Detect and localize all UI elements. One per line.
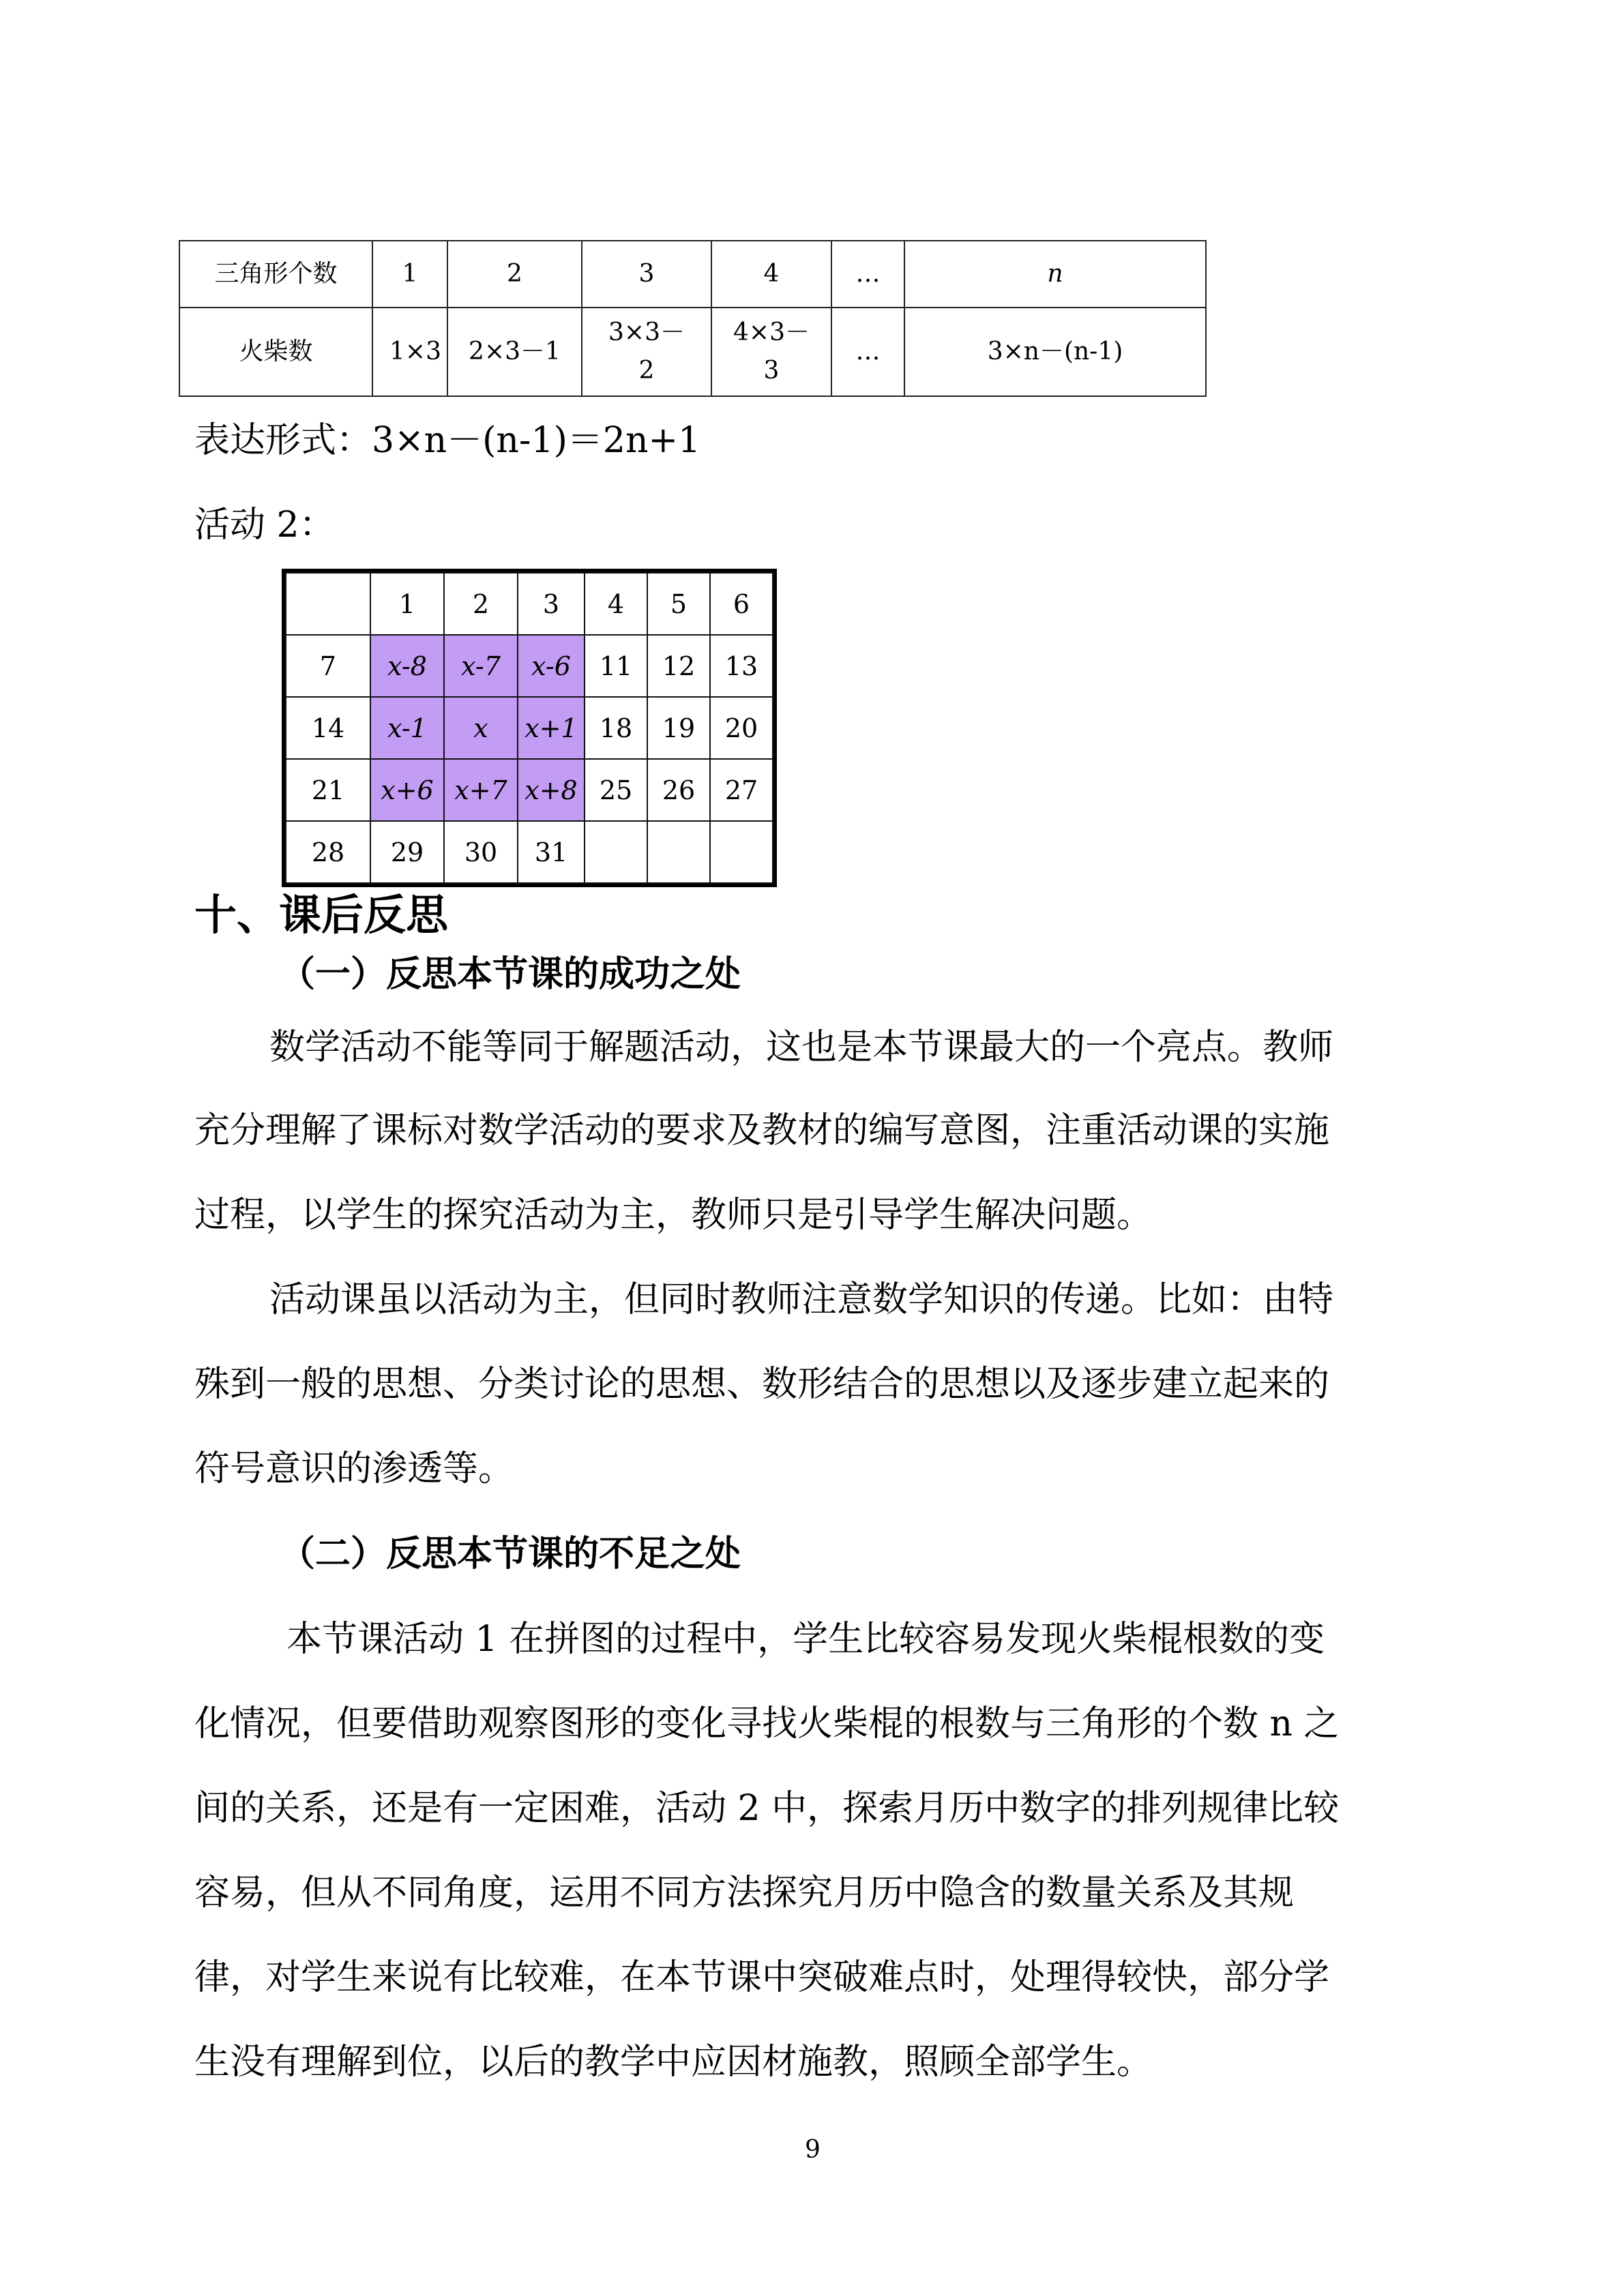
calendar-cell: [286, 573, 370, 635]
paragraph-line: 律，对学生来说有比较难，在本节课中突破难点时，处理得较快，部分学: [194, 1957, 1330, 1998]
paragraph-line: 生没有理解到位，以后的教学中应因材施教，照顾全部学生。: [194, 2042, 1153, 2083]
table-header-cell: 火柴数: [179, 308, 372, 396]
calendar-cell: 30: [444, 821, 518, 883]
calendar-cell: 31: [518, 821, 585, 883]
paragraph-line: 间的关系，还是有一定困难，活动 2 中，探索月历中数字的排列规律比较: [194, 1788, 1340, 1829]
table-cell: 2×3－1: [447, 308, 582, 396]
calendar-cell: 12: [647, 635, 710, 697]
paragraph-line: 过程，以学生的探究活动为主，教师只是引导学生解决问题。: [194, 1195, 1153, 1236]
matchstick-table: [179, 240, 1207, 397]
calendar-cell: 14: [286, 697, 370, 759]
table-row: [286, 821, 773, 883]
paragraph-line: 充分理解了课标对数学活动的要求及教材的编写意图，注重活动课的实施: [194, 1110, 1330, 1151]
table-cell: 4×3－3: [711, 308, 831, 396]
paragraph-line: 本节课活动 1 在拼图的过程中，学生比较容易发现火柴棍根数的变: [286, 1619, 1325, 1660]
table-cell: 1×3: [372, 308, 447, 396]
calendar-cell-highlighted: x+6: [370, 759, 444, 821]
table-cell: 2: [447, 241, 582, 308]
table-cell: 3×3－2: [582, 308, 711, 396]
paragraph-line: 活动课虽以活动为主，但同时教师注意数学知识的传递。比如：由特: [269, 1279, 1334, 1320]
calendar-cell: 3: [518, 573, 585, 635]
calendar-cell: 11: [585, 635, 647, 697]
table-cell: 3×n－(n-1): [904, 308, 1206, 396]
calendar-cell: [710, 821, 773, 883]
table-row: [179, 308, 1206, 396]
calendar-cell: 19: [647, 697, 710, 759]
activity2-label: 活动 2：: [194, 505, 335, 546]
calendar-cell: 2: [444, 573, 518, 635]
calendar-cell-highlighted: x-7: [444, 635, 518, 697]
calendar-cell-highlighted: x+7: [444, 759, 518, 821]
calendar-cell: 7: [286, 635, 370, 697]
page-number: 9: [805, 2136, 821, 2164]
calendar-cell: 29: [370, 821, 444, 883]
table-header-cell: 三角形个数: [179, 241, 372, 308]
calendar-cell: 27: [710, 759, 773, 821]
calendar-cell: 20: [710, 697, 773, 759]
table-cell: …: [831, 241, 904, 308]
expression-line: 表达形式：3×n－(n-1)＝2n+1: [194, 420, 701, 461]
table-cell: 1: [372, 241, 447, 308]
table-row: [179, 241, 1206, 308]
table-cell: n: [904, 241, 1206, 308]
paragraph-line: 容易，但从不同角度，运用不同方法探究月历中隐含的数量关系及其规: [194, 1873, 1295, 1913]
table-row: [286, 573, 773, 635]
calendar-cell: [585, 821, 647, 883]
table-row: [286, 759, 773, 821]
calendar-cell-highlighted: x-1: [370, 697, 444, 759]
paragraph-line: 化情况，但要借助观察图形的变化寻找火柴棍的根数与三角形的个数 n 之: [194, 1703, 1340, 1744]
calendar-cell-highlighted: x+1: [518, 697, 585, 759]
table-row: [286, 697, 773, 759]
calendar-cell: 28: [286, 821, 370, 883]
calendar-cell-highlighted: x-8: [370, 635, 444, 697]
subsection-title-1: （一）反思本节课的成功之处: [280, 953, 741, 995]
calendar-cell-highlighted: x: [444, 697, 518, 759]
calendar-cell: 25: [585, 759, 647, 821]
calendar-cell: 13: [710, 635, 773, 697]
table-cell: 3: [582, 241, 711, 308]
calendar-grid: [282, 569, 777, 887]
calendar-cell-highlighted: x+8: [518, 759, 585, 821]
table-cell: 4: [711, 241, 831, 308]
calendar-cell: 5: [647, 573, 710, 635]
paragraph-line: 符号意识的渗透等。: [194, 1448, 514, 1489]
calendar-cell-highlighted: x-6: [518, 635, 585, 697]
calendar-cell: [647, 821, 710, 883]
calendar-cell: 18: [585, 697, 647, 759]
paragraph-line: 数学活动不能等同于解题活动，这也是本节课最大的一个亮点。教师: [269, 1027, 1334, 1068]
subsection-title-2: （二）反思本节课的不足之处: [280, 1533, 741, 1575]
section-title: 十、课后反思: [194, 890, 449, 940]
table-cell: …: [831, 308, 904, 396]
calendar-cell: 6: [710, 573, 773, 635]
calendar-cell: 1: [370, 573, 444, 635]
calendar-cell: 21: [286, 759, 370, 821]
calendar-cell: 26: [647, 759, 710, 821]
table-row: [286, 635, 773, 697]
calendar-cell: 4: [585, 573, 647, 635]
paragraph-line: 殊到一般的思想、分类讨论的思想、数形结合的思想以及逐步建立起来的: [194, 1364, 1330, 1405]
